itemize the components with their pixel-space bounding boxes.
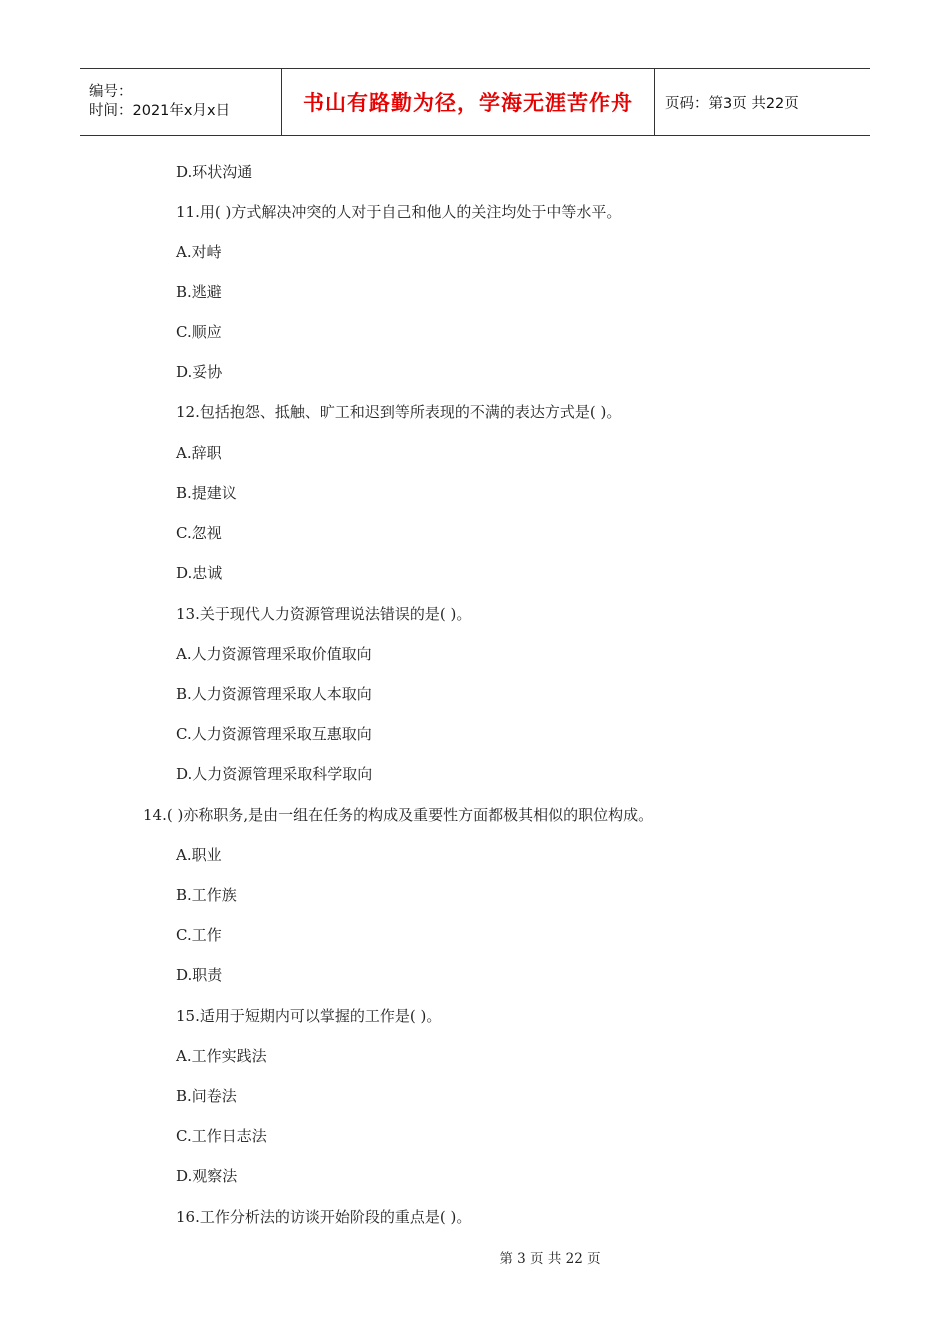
header-time: 时间：2021年x月x日 [89, 103, 231, 119]
option-line: C.忽视 [176, 524, 222, 542]
question-line: 13.关于现代人力资源管理说法错误的是( )。 [176, 605, 472, 623]
question-line: 16.工作分析法的访谈开始阶段的重点是( )。 [176, 1208, 472, 1226]
header-number: 编号： [89, 84, 133, 100]
option-line: A.工作实践法 [176, 1047, 267, 1065]
header-page-info: 页码：第3页 共22页 [665, 95, 799, 112]
option-line: C.顺应 [176, 323, 222, 341]
option-line: D.职责 [176, 966, 223, 984]
question-line: 15.适用于短期内可以掌握的工作是( )。 [176, 1007, 442, 1025]
question-line: 12.包括抱怨、抵触、旷工和迟到等所表现的不满的表达方式是( )。 [176, 403, 622, 421]
option-line: B.人力资源管理采取人本取向 [176, 685, 372, 703]
option-line: A.辞职 [176, 444, 222, 462]
option-line: D.观察法 [176, 1167, 238, 1185]
option-line: C.工作 [176, 926, 222, 944]
question-line: 11.用( )方式解决冲突的人对于自己和他人的关注均处于中等水平。 [176, 203, 622, 221]
option-line: A.人力资源管理采取价值取向 [176, 645, 372, 663]
option-line: B.工作族 [176, 886, 237, 904]
page-footer [0, 1247, 950, 1267]
option-line: B.逃避 [176, 283, 222, 301]
text-line: D.环状沟通 [176, 163, 253, 181]
option-line: B.提建议 [176, 484, 237, 502]
option-line: D.妥协 [176, 363, 223, 381]
question-line: 14.( )亦称职务,是由一组在任务的构成及重要性方面都极其相似的职位构成。 [143, 806, 654, 824]
header-motto: 书山有路勤为径，学海无涯苦作舟 [303, 91, 633, 115]
option-line: A.对峙 [176, 243, 222, 261]
option-line: D.人力资源管理采取科学取向 [176, 765, 373, 783]
option-line: C.人力资源管理采取互惠取向 [176, 725, 372, 743]
option-line: D.忠诚 [176, 564, 223, 582]
footer-page-number: 第 3 页 共 22 页 [499, 1251, 601, 1267]
option-line: C.工作日志法 [176, 1127, 267, 1145]
option-line: A.职业 [176, 846, 222, 864]
option-line: B.问卷法 [176, 1087, 237, 1105]
